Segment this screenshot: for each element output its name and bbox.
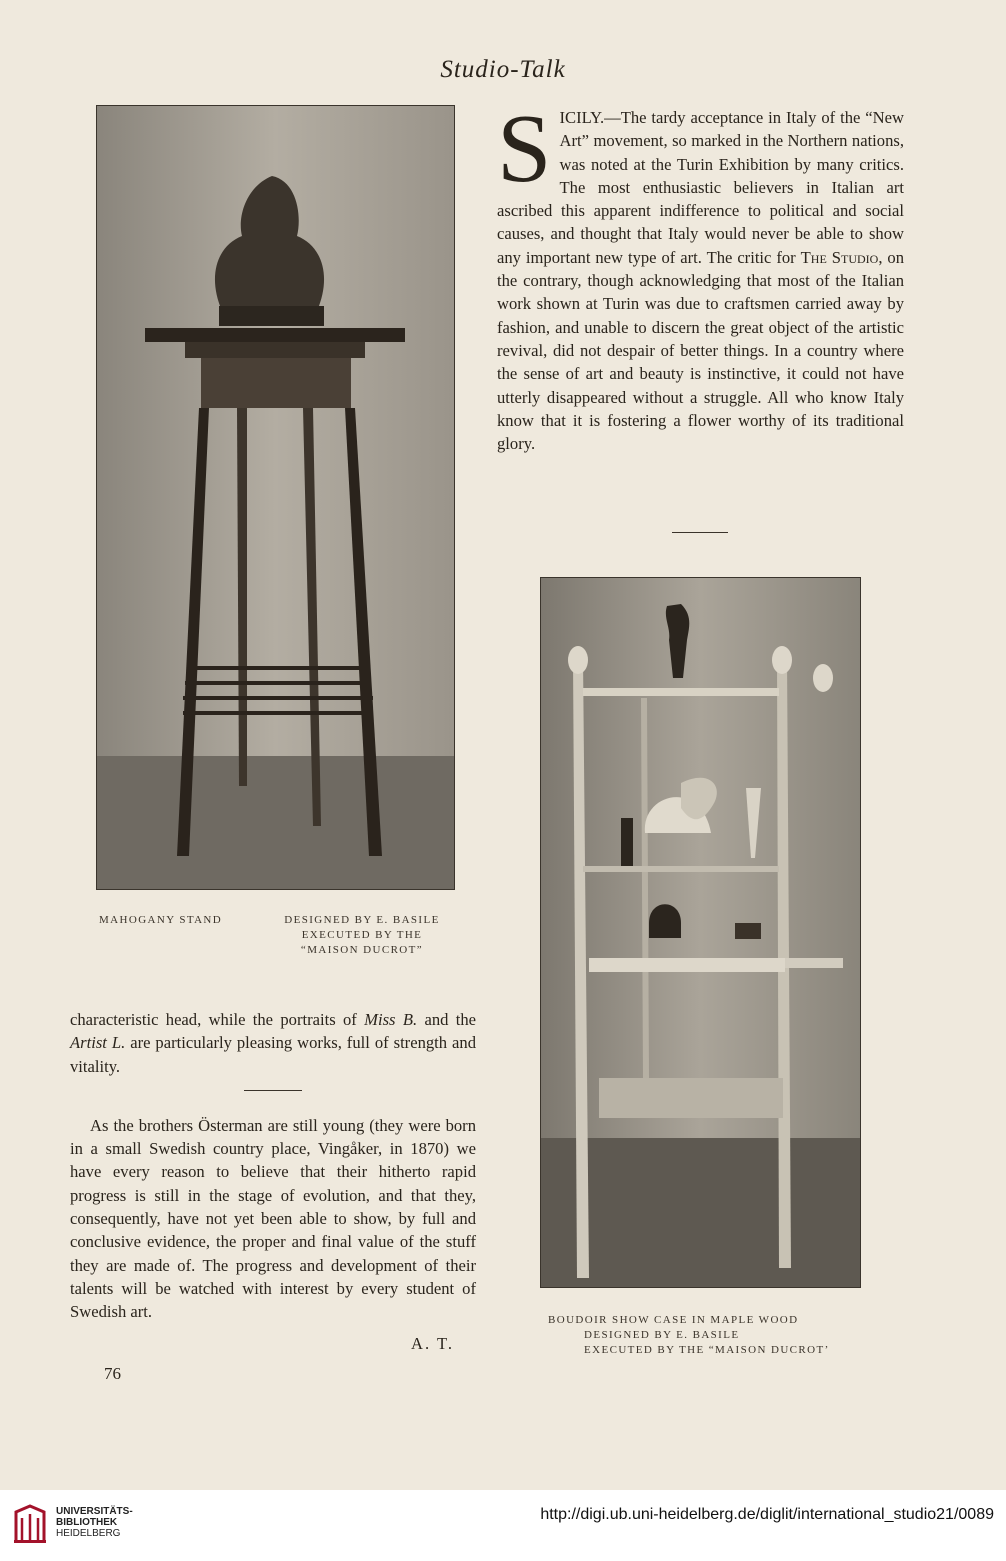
swedish-paragraph-1: [70, 1008, 476, 1078]
library-name-line: BIBLIOTHEK: [56, 1517, 118, 1528]
library-name[interactable]: [56, 1506, 133, 1539]
section-divider: [672, 532, 728, 533]
sicily-text-rest: , on the contrary, though acknowledging that most of the Italian work shown at Turin was due to craftsmen carried away by fashion, and unable to discern the great object of the artistic revival, did not despair of better things. In a country where the sense of art and beauty is instinctive, it could not have utterly disappeared without a struggle. All who know Italy know that it is fostering a flower worthy of its traditional glory.: [497, 247, 905, 454]
magazine-name: The Studio: [800, 247, 879, 267]
caption-line: EXECUTED BY THE “MAISON DUCROT’: [584, 1344, 830, 1356]
author-signature: A. T.: [411, 1334, 455, 1353]
swedish-paragraph-2: As the brothers Österman are still young (they were born in a small Swedish country place, Vingåker, in 1870) we have every reason to believe that their hitherto rapid progress is still in the stage of evolution, and that they, consequently, have not yet been able to show, by full and conclusive evidence, the proper and final value of the stuff they are made of. The progress and development of their talents will be watched with interest by every student of Swedish art.: [70, 1115, 476, 1322]
boudoir-show-case-photo: [540, 577, 861, 1288]
library-name-line: HEIDELBERG: [56, 1528, 121, 1539]
caption-line: “MAISON DUCROT”: [300, 944, 424, 956]
caption-line: DESIGNED BY E. BASILE: [584, 1329, 740, 1341]
caption-line: DESIGNED BY E. BASILE: [284, 914, 440, 926]
left-plate-caption-title: MAHOGANY STAND: [99, 914, 223, 926]
library-logo-icon: [12, 1504, 48, 1546]
left-plate-caption-credit: [262, 913, 462, 958]
swedish-article: [70, 1008, 476, 1324]
caption-line: BOUDOIR SHOW CASE IN MAPLE WOOD: [548, 1314, 799, 1326]
caption-line: EXECUTED BY THE: [301, 929, 423, 941]
text-run: are particularly pleasing works, full of strength and vitality.: [70, 1033, 476, 1076]
page-number: 76: [104, 1364, 121, 1383]
library-name-line: UNIVERSITÄTS-: [56, 1506, 133, 1517]
mahogany-stand-photo: [96, 105, 455, 890]
sicily-text-lead: ICILY.—The tardy acceptance in Italy of the “New Art” movement, so marked in the Northern nations, was noted at the Turin Exhibition by many critics. The most enthusiastic believers in Italian art ascribed this apparent indifference to political and social causes, and thought that Italy would never be able to show any important new type of art. The critic for: [497, 108, 904, 267]
portrait-title-artist-l: Artist L.: [70, 1033, 126, 1053]
library-footer: [0, 1490, 1006, 1561]
text-run: and the: [417, 1010, 477, 1029]
sicily-article: [497, 95, 905, 455]
right-plate-caption: [548, 1313, 868, 1358]
source-url-link[interactable]: http://digi.ub.uni-heidelberg.de/diglit/international_studio21/0089: [540, 1506, 994, 1523]
running-head: Studio-Talk: [440, 56, 566, 83]
portrait-title-miss-b: Miss B.: [364, 1010, 418, 1029]
text-run: characteristic head, while the portraits of: [70, 1010, 365, 1029]
section-divider: [244, 1090, 302, 1091]
drop-cap: S: [497, 95, 552, 203]
